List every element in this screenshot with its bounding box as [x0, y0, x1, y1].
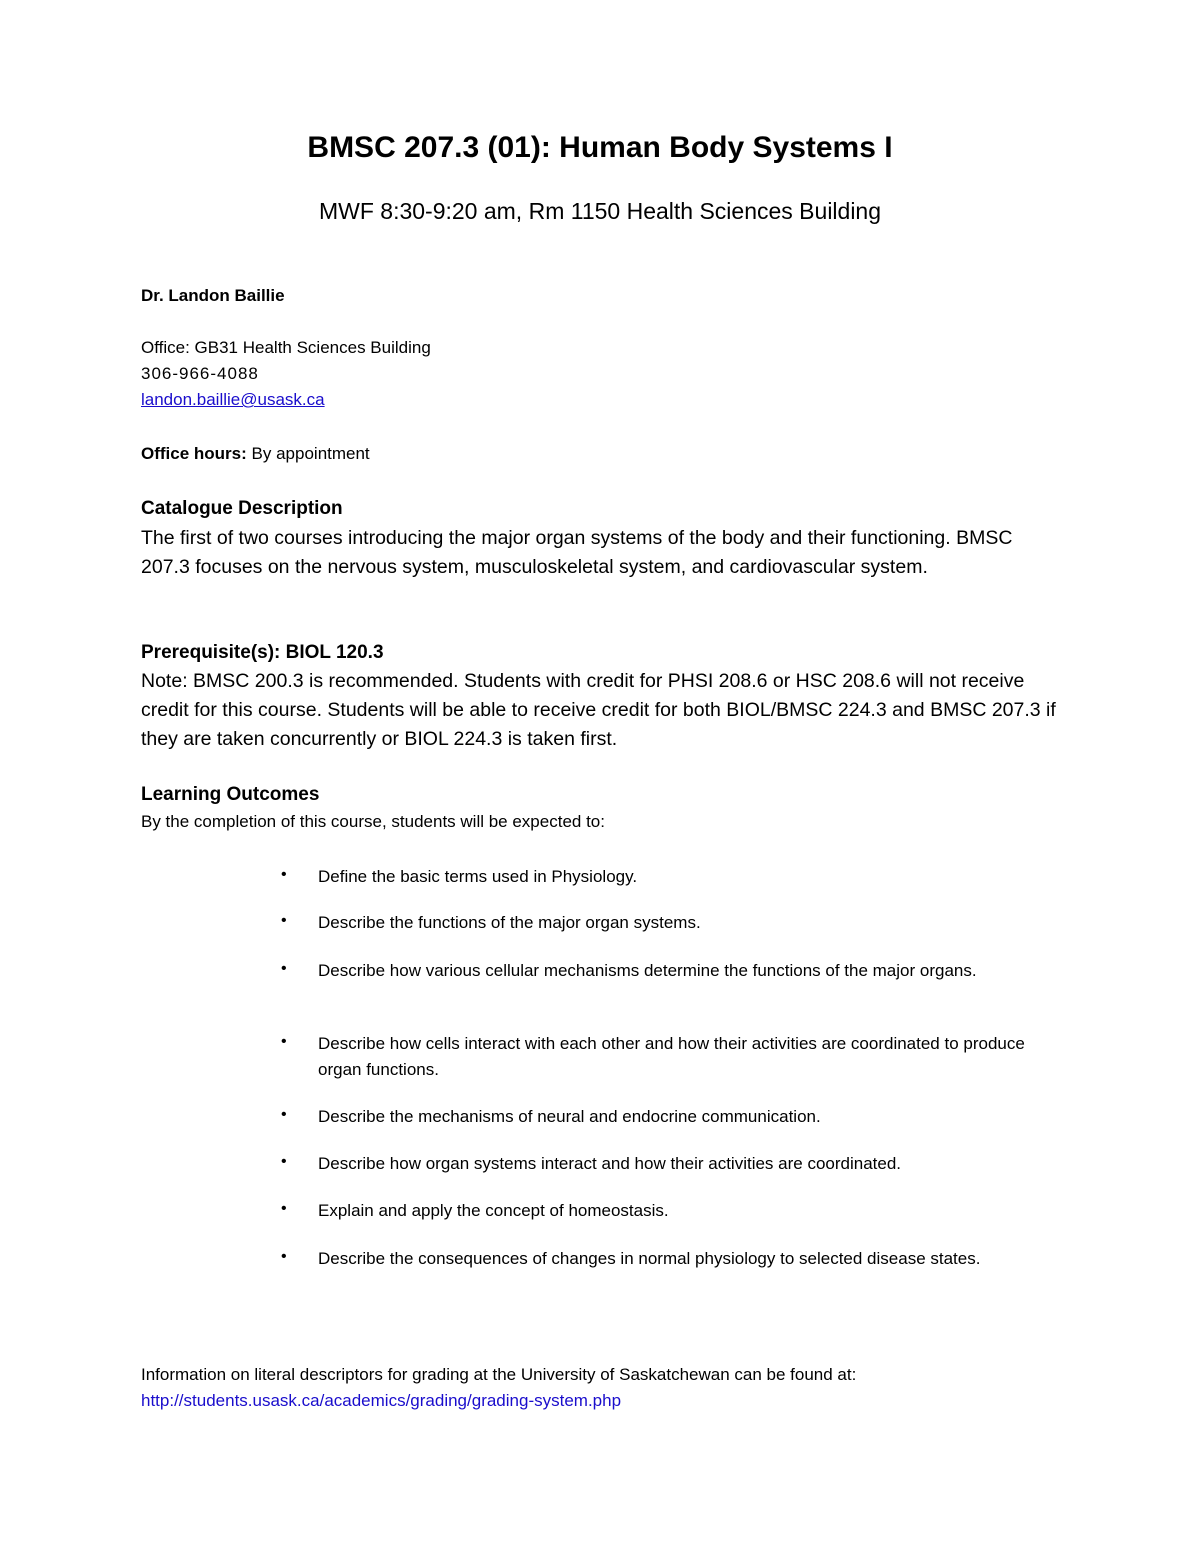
grading-link[interactable]: http://students.usask.ca/academics/grading/grading-system.php — [141, 1391, 622, 1410]
instructor-office: Office: GB31 Health Sciences Building — [141, 338, 431, 357]
instructor-name: Dr. Landon Baillie — [141, 286, 285, 305]
bullet-icon: • — [281, 912, 287, 929]
bullet-icon: • — [281, 1033, 287, 1050]
office-hours — [141, 444, 370, 464]
list-item: Define the basic terms used in Physiology. — [318, 867, 638, 886]
list-item: Describe the mechanisms of neural and endocrine communication. — [318, 1107, 821, 1126]
prerequisite-heading: Prerequisite(s): BIOL 120.3 — [141, 642, 384, 663]
bullet-icon: • — [281, 960, 287, 977]
page-title: BMSC 207.3 (01): Human Body Systems I — [307, 131, 893, 164]
catalogue-heading: Catalogue Description — [141, 498, 343, 519]
list-item: Explain and apply the concept of homeostasis. — [318, 1201, 669, 1220]
outcomes-intro: By the completion of this course, students will be expected to: — [141, 812, 605, 831]
list-item: Describe how various cellular mechanisms determine the functions of the major organs. — [318, 961, 977, 980]
office-hours-value: By appointment — [251, 444, 370, 463]
grading-info: Information on literal descriptors for grading at the University of Saskatchewan can be found at: — [141, 1365, 857, 1384]
bullet-icon: • — [281, 1106, 287, 1123]
schedule-subtitle: MWF 8:30-9:20 am, Rm 1150 Health Sciences Building — [318, 198, 882, 224]
bullet-icon: • — [281, 1248, 287, 1265]
list-item: Describe the consequences of changes in normal physiology to selected disease states. — [318, 1249, 981, 1268]
list-item: Describe the functions of the major organ systems. — [318, 913, 701, 932]
outcomes-heading: Learning Outcomes — [141, 784, 320, 805]
list-item: Describe how organ systems interact and how their activities are coordinated. — [318, 1154, 902, 1173]
instructor-phone: 306-966-4088 — [141, 364, 259, 383]
bullet-icon: • — [281, 1200, 287, 1217]
instructor-email-link[interactable]: landon.baillie@usask.ca — [141, 390, 325, 409]
prerequisite-note: Note: BMSC 200.3 is recommended. Students with credit for PHSI 208.6 or HSC 208.6 will not receive credit for this course. Students will be able to receive credit for both BIOL/BMSC 224.3 and BMSC 207.3 if they are taken concurrently or BIOL 224.3 is taken first. — [141, 670, 1056, 750]
list-item: Describe how cells interact with each other and how their activities are coordinated to produce organ functions. — [318, 1034, 1025, 1079]
office-hours-label: Office hours: — [141, 444, 247, 463]
bullet-icon: • — [281, 1153, 287, 1170]
bullet-icon: • — [281, 866, 287, 883]
catalogue-text: The first of two courses introducing the major organ systems of the body and their functioning. BMSC 207.3 focuses on the nervous system, musculoskeletal system, and cardiovascular system. — [141, 527, 1013, 578]
